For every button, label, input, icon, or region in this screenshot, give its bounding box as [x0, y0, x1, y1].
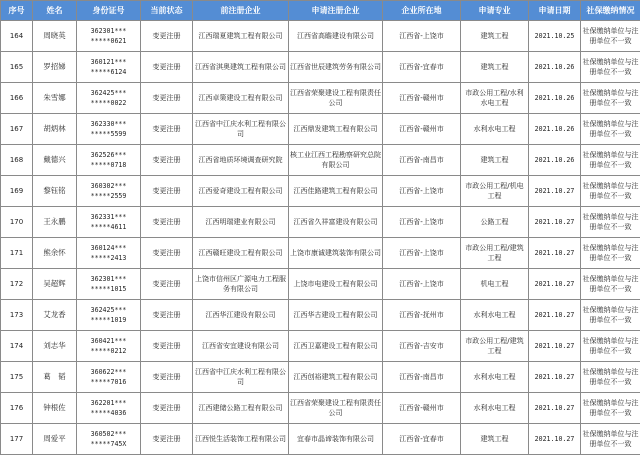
cell-name: 周爱平 [33, 424, 77, 455]
cell-name: 黎钰铭 [33, 176, 77, 207]
cell-status: 变更注册 [141, 21, 193, 52]
table-row [1, 331, 640, 362]
cell-id-number: 362425*** *****1019 [77, 300, 141, 331]
cell-apply-date: 2021.10.27 [529, 300, 581, 331]
cell-location: 江西省-上饶市 [383, 238, 461, 269]
cell-status: 变更注册 [141, 145, 193, 176]
cell-name: 刘志华 [33, 331, 77, 362]
cell-social-insurance: 社保缴纳单位与注册单位不一致 [581, 145, 640, 176]
cell-location: 江西省-吉安市 [383, 331, 461, 362]
cell-social-insurance: 社保缴纳单位与注册单位不一致 [581, 83, 640, 114]
cell-specialty: 市政公用工程/建筑工程 [461, 238, 529, 269]
cell-applying-company: 宜春市晶谛装饰有限公司 [289, 424, 383, 455]
cell-id-number: 360124*** *****2413 [77, 238, 141, 269]
header-specialty: 申请专业 [461, 1, 529, 21]
cell-applying-company: 江西创裕建筑工程有限公司 [289, 362, 383, 393]
cell-applying-company: 江西省高瞻建设有限公司 [289, 21, 383, 52]
cell-specialty: 水利水电工程 [461, 362, 529, 393]
cell-id-number: 362425*** *****0022 [77, 83, 141, 114]
cell-id-number: 362301*** *****0621 [77, 21, 141, 52]
table-header-row [1, 1, 640, 21]
cell-location: 江西省-宜春市 [383, 424, 461, 455]
cell-social-insurance: 社保缴纳单位与注册单位不一致 [581, 207, 640, 238]
cell-apply-date: 2021.10.27 [529, 331, 581, 362]
cell-id-number: 362201*** *****4036 [77, 393, 141, 424]
cell-specialty: 机电工程 [461, 269, 529, 300]
cell-social-insurance: 社保缴纳单位与注册单位不一致 [581, 238, 640, 269]
cell-specialty: 建筑工程 [461, 21, 529, 52]
cell-previous-company: 江西省中江庆水利工程有限公司 [193, 362, 289, 393]
cell-location: 江西省-抚州市 [383, 300, 461, 331]
header-applying-company: 申请注册企业 [289, 1, 383, 21]
cell-previous-company: 江西省安宜建设有限公司 [193, 331, 289, 362]
cell-specialty: 市政公用工程/水利水电工程 [461, 83, 529, 114]
table-row [1, 21, 640, 52]
header-company-location: 企业所在地 [383, 1, 461, 21]
cell-applying-company: 江西鼎发建筑工程有限公司 [289, 114, 383, 145]
cell-previous-company: 江西省地质环境调查研究院 [193, 145, 289, 176]
cell-index: 166 [1, 83, 33, 114]
table-row [1, 145, 640, 176]
cell-id-number: 362526*** *****0718 [77, 145, 141, 176]
cell-name: 艾龙香 [33, 300, 77, 331]
header-current-status: 当前状态 [141, 1, 193, 21]
cell-social-insurance: 社保缴纳单位与注册单位不一致 [581, 300, 640, 331]
cell-name: 戴德兴 [33, 145, 77, 176]
table-row [1, 207, 640, 238]
cell-previous-company: 江西华江建设有限公司 [193, 300, 289, 331]
header-previous-company: 前注册企业 [193, 1, 289, 21]
header-id-number: 身份证号 [77, 1, 141, 21]
cell-specialty: 建筑工程 [461, 424, 529, 455]
cell-status: 变更注册 [141, 114, 193, 145]
cell-index: 175 [1, 362, 33, 393]
cell-status: 变更注册 [141, 362, 193, 393]
cell-name: 葛 韬 [33, 362, 77, 393]
cell-location: 江西省-赣州市 [383, 393, 461, 424]
cell-previous-company: 江西建储公路工程有限公司 [193, 393, 289, 424]
cell-apply-date: 2021.10.27 [529, 269, 581, 300]
cell-location: 江西省-上饶市 [383, 207, 461, 238]
cell-id-number: 362331*** *****4611 [77, 207, 141, 238]
cell-location: 江西省-南昌市 [383, 362, 461, 393]
cell-previous-company: 江西卓策建设工程有限公司 [193, 83, 289, 114]
cell-previous-company: 江西赣旺建设工程有限公司 [193, 238, 289, 269]
cell-apply-date: 2021.10.26 [529, 114, 581, 145]
cell-social-insurance: 社保缴纳单位与注册单位不一致 [581, 331, 640, 362]
cell-specialty: 市政公用工程/机电工程 [461, 176, 529, 207]
cell-applying-company: 江西卫嘉建设工程有限公司 [289, 331, 383, 362]
cell-index: 174 [1, 331, 33, 362]
table-row [1, 393, 640, 424]
cell-name: 罗招娣 [33, 52, 77, 83]
cell-id-number: 360302*** *****2559 [77, 176, 141, 207]
cell-index: 165 [1, 52, 33, 83]
cell-status: 变更注册 [141, 331, 193, 362]
cell-apply-date: 2021.10.25 [529, 21, 581, 52]
cell-social-insurance: 社保缴纳单位与注册单位不一致 [581, 424, 640, 455]
cell-status: 变更注册 [141, 176, 193, 207]
cell-apply-date: 2021.10.26 [529, 83, 581, 114]
cell-social-insurance: 社保缴纳单位与注册单位不一致 [581, 269, 640, 300]
cell-index: 171 [1, 238, 33, 269]
cell-specialty: 建筑工程 [461, 145, 529, 176]
cell-applying-company: 上饶市康诚建筑装饰有限公司 [289, 238, 383, 269]
cell-previous-company: 江西省淇奥建筑工程有限公司 [193, 52, 289, 83]
cell-index: 170 [1, 207, 33, 238]
cell-social-insurance: 社保缴纳单位与注册单位不一致 [581, 176, 640, 207]
cell-id-number: 360421*** *****0212 [77, 331, 141, 362]
cell-location: 江西省-上饶市 [383, 176, 461, 207]
cell-location: 江西省-南昌市 [383, 145, 461, 176]
cell-name: 朱雪娜 [33, 83, 77, 114]
table-row [1, 114, 640, 145]
cell-status: 变更注册 [141, 83, 193, 114]
header-index: 序号 [1, 1, 33, 21]
cell-apply-date: 2021.10.27 [529, 238, 581, 269]
cell-applying-company: 江西佳路建筑工程有限公司 [289, 176, 383, 207]
cell-location: 江西省-上饶市 [383, 21, 461, 52]
cell-status: 变更注册 [141, 300, 193, 331]
cell-name: 吴超辉 [33, 269, 77, 300]
cell-status: 变更注册 [141, 424, 193, 455]
cell-status: 变更注册 [141, 52, 193, 83]
table-row [1, 176, 640, 207]
cell-apply-date: 2021.10.26 [529, 52, 581, 83]
cell-index: 173 [1, 300, 33, 331]
header-social-insurance: 社保缴纳情况 [581, 1, 640, 21]
table-row [1, 362, 640, 393]
cell-apply-date: 2021.10.27 [529, 362, 581, 393]
cell-status: 变更注册 [141, 269, 193, 300]
cell-applying-company: 江西省久祥富建设有限公司 [289, 207, 383, 238]
cell-id-number: 360121*** *****6124 [77, 52, 141, 83]
table-row [1, 300, 640, 331]
cell-previous-company: 江西瑞夏建筑工程有限公司 [193, 21, 289, 52]
cell-name: 胡炳林 [33, 114, 77, 145]
cell-social-insurance: 社保缴纳单位与注册单位不一致 [581, 114, 640, 145]
table-row [1, 238, 640, 269]
cell-location: 江西省-宜春市 [383, 52, 461, 83]
cell-status: 变更注册 [141, 207, 193, 238]
cell-name: 钟根佐 [33, 393, 77, 424]
cell-index: 169 [1, 176, 33, 207]
cell-index: 176 [1, 393, 33, 424]
cell-status: 变更注册 [141, 238, 193, 269]
cell-status: 变更注册 [141, 393, 193, 424]
cell-name: 周晓英 [33, 21, 77, 52]
cell-location: 江西省-上饶市 [383, 269, 461, 300]
cell-specialty: 建筑工程 [461, 52, 529, 83]
cell-index: 168 [1, 145, 33, 176]
cell-social-insurance: 社保缴纳单位与注册单位不一致 [581, 393, 640, 424]
cell-id-number: 362330*** *****5599 [77, 114, 141, 145]
header-name: 姓名 [33, 1, 77, 21]
cell-applying-company: 江西省荣聚建设工程有限责任公司 [289, 83, 383, 114]
cell-apply-date: 2021.10.27 [529, 393, 581, 424]
cell-social-insurance: 社保缴纳单位与注册单位不一致 [581, 52, 640, 83]
cell-previous-company: 江西爱奇建设工程有限公司 [193, 176, 289, 207]
cell-applying-company: 江西省荣聚建设工程有限责任公司 [289, 393, 383, 424]
cell-social-insurance: 社保缴纳单位与注册单位不一致 [581, 362, 640, 393]
cell-applying-company: 上饶市电建设工程有限公司 [289, 269, 383, 300]
cell-name: 熊余怀 [33, 238, 77, 269]
cell-id-number: 360622*** *****7016 [77, 362, 141, 393]
cell-index: 177 [1, 424, 33, 455]
header-apply-date: 申请日期 [529, 1, 581, 21]
cell-applying-company: 江西省世辰建筑劳务有限公司 [289, 52, 383, 83]
cell-applying-company: 江西华古建设工程有限公司 [289, 300, 383, 331]
cell-previous-company: 江西悦生活装饰工程有限公司 [193, 424, 289, 455]
table-row [1, 83, 640, 114]
cell-previous-company: 江西明瑞建业有限公司 [193, 207, 289, 238]
cell-previous-company: 江西省中江庆水利工程有限公司 [193, 114, 289, 145]
cell-index: 164 [1, 21, 33, 52]
table-row [1, 52, 640, 83]
cell-specialty: 市政公用工程/建筑工程 [461, 331, 529, 362]
cell-previous-company: 上饶市信州区广源电力工程服务有限公司 [193, 269, 289, 300]
table-row [1, 269, 640, 300]
cell-id-number: 360502*** *****745X [77, 424, 141, 455]
cell-apply-date: 2021.10.27 [529, 176, 581, 207]
cell-specialty: 水利水电工程 [461, 393, 529, 424]
cell-specialty: 公路工程 [461, 207, 529, 238]
cell-apply-date: 2021.10.27 [529, 424, 581, 455]
cell-index: 172 [1, 269, 33, 300]
cell-name: 王永鹏 [33, 207, 77, 238]
cell-index: 167 [1, 114, 33, 145]
cell-applying-company: 核工业江西工程勘察研究总院有限公司 [289, 145, 383, 176]
cell-location: 江西省-赣州市 [383, 83, 461, 114]
table-row [1, 424, 640, 455]
cell-specialty: 水利水电工程 [461, 114, 529, 145]
cell-id-number: 362301*** *****1015 [77, 269, 141, 300]
cell-specialty: 水利水电工程 [461, 300, 529, 331]
cell-apply-date: 2021.10.27 [529, 207, 581, 238]
cell-social-insurance: 社保缴纳单位与注册单位不一致 [581, 21, 640, 52]
cell-location: 江西省-赣州市 [383, 114, 461, 145]
cell-apply-date: 2021.10.26 [529, 145, 581, 176]
